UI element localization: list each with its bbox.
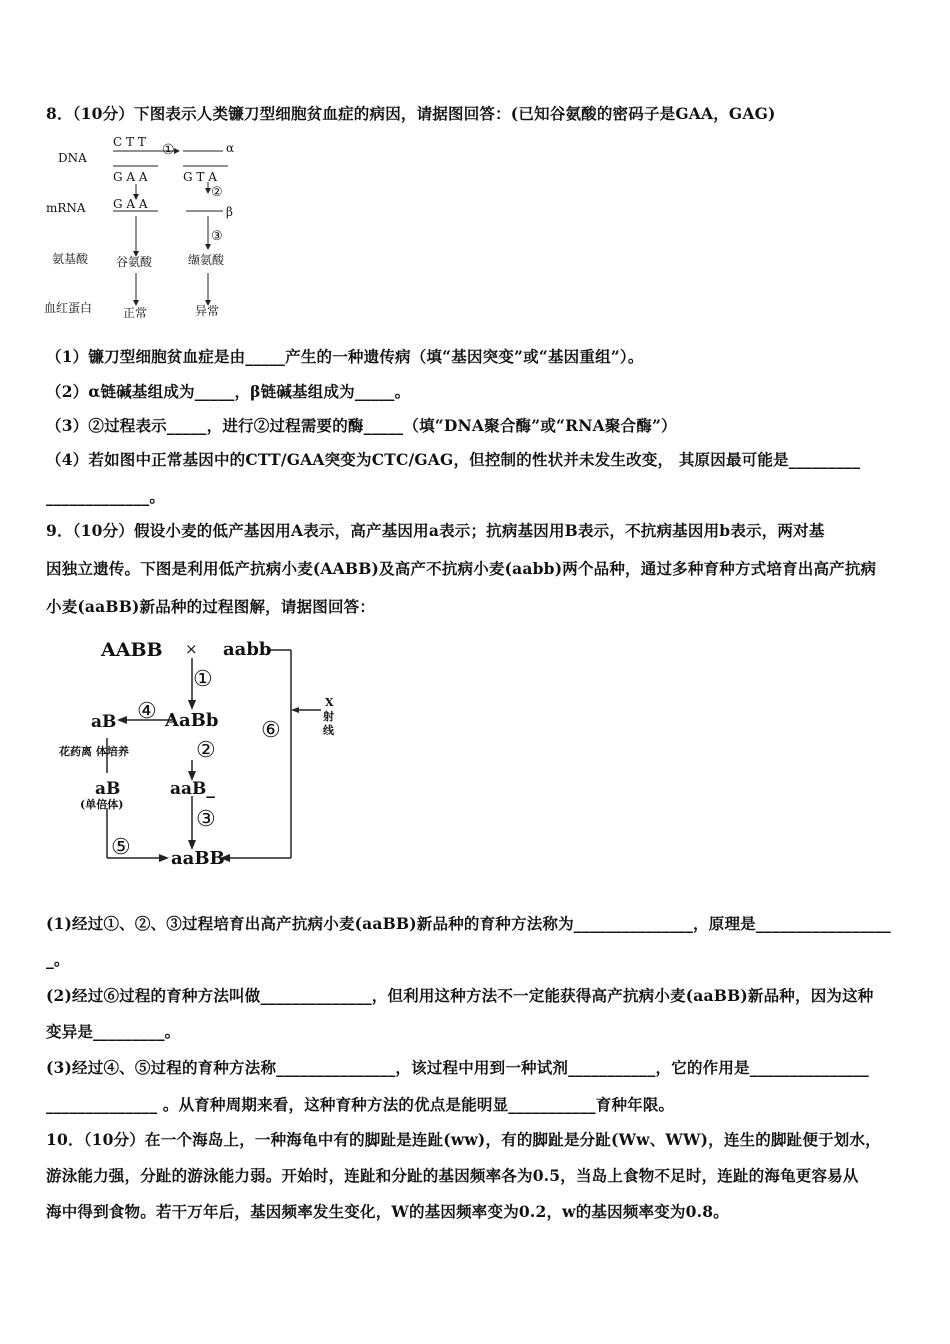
sickle-cell-diagram bbox=[40, 128, 260, 328]
dna-gaa: G A A bbox=[113, 170, 148, 184]
normal-label: 正常 bbox=[123, 306, 148, 320]
row-mrna-label: mRNA bbox=[46, 201, 86, 215]
breeding-diagram bbox=[55, 630, 355, 870]
q9-sub3-line1: (3)经过④、⑤过程的育种方法称_______________，该过程中用到一种试剂___________，它的作用是_______________ bbox=[46, 1058, 870, 1077]
step1-marker: ① bbox=[162, 142, 175, 158]
row-aa-label: 氨基酸 bbox=[52, 252, 89, 266]
parent-AABB: AABB bbox=[101, 639, 163, 661]
step2-marker: ② bbox=[211, 185, 223, 200]
target-aaBB: aaBB bbox=[171, 848, 225, 869]
f1-AaBb: AaBb bbox=[165, 710, 219, 731]
q8-sub4-line2: _____________。 bbox=[46, 487, 166, 506]
haploid-aB: aB bbox=[95, 779, 121, 799]
step-5-marker: ⑤ bbox=[111, 835, 131, 860]
q8-header: 8．（10分）下图表示人类镰刀型细胞贫血症的病因，请据图回答：(已知谷氨酸的密码子是GAA，GAG) bbox=[46, 104, 776, 123]
val-label: 缬氨酸 bbox=[188, 253, 225, 267]
step-4-marker: ④ bbox=[137, 699, 157, 724]
cross-sign: × bbox=[185, 640, 198, 658]
xray-label-xian: 线 bbox=[323, 724, 334, 737]
glu-label: 谷氨酸 bbox=[116, 255, 153, 269]
step-6-marker: ⑥ bbox=[261, 718, 281, 743]
q8-sub4-line1: （4）若如图中正常基因中的CTT/GAA突变为CTC/GAG，但控制的性状并未发生改变， 其原因最可能是_________ bbox=[46, 450, 861, 469]
alpha-label: α bbox=[226, 141, 235, 155]
q8-sub2: （2）α链碱基组成为_____，β链碱基组成为_____。 bbox=[46, 382, 411, 401]
dna-gta: G T A bbox=[183, 170, 217, 184]
q9-line3: 小麦(aaBB)新品种的过程图解，请据图回答： bbox=[46, 597, 376, 616]
step-3-marker: ③ bbox=[196, 807, 216, 832]
q9-sub1-line2: _。 bbox=[46, 950, 70, 969]
f2-aaB: aaB_ bbox=[170, 779, 215, 799]
q10-line2: 游泳能力强，分趾的游泳能力弱。开始时，连趾和分趾的基因频率各为0.5，当岛上食物不足时，连趾的海龟更容易从 bbox=[46, 1166, 859, 1185]
q9-line1: 9．（10分）假设小麦的低产基因用A表示，高产基因用a表示；抗病基因用B表示，不抗病基因用b表示，两对基 bbox=[46, 521, 825, 540]
abnormal-label: 异常 bbox=[195, 304, 220, 318]
gamete-aB: aB bbox=[91, 712, 117, 732]
xray-label-she: 射 bbox=[323, 710, 334, 723]
q8-sub1: （1）镰刀型细胞贫血症是由_____产生的一种遗传病（填“基因突变”或“基因重组”）。 bbox=[46, 347, 644, 366]
row-dna-label: DNA bbox=[58, 151, 87, 165]
q9-sub2-line2: 变异是_________。 bbox=[46, 1022, 181, 1041]
q9-line2: 因独立遗传。下图是利用低产抗病小麦(AABB)及高产不抗病小麦(aabb)两个品种，通过多种育种方式培育出高产抗病 bbox=[46, 559, 877, 578]
row-hb-label: 血红蛋白 bbox=[44, 301, 93, 315]
q10-line3: 海中得到食物。若干万年后，基因频率发生变化，W的基因频率变为0.2，w的基因频率变为0.8。 bbox=[46, 1202, 729, 1221]
anther-culture-label: 花药离 体培养 bbox=[59, 745, 129, 758]
q9-sub2-line1: (2)经过⑥过程的育种方法叫做______________，但利用这种方法不一定能获得高产抗病小麦(aaBB)新品种，因为这种 bbox=[46, 986, 874, 1005]
parent-aabb: aabb bbox=[223, 639, 272, 660]
q8-sub3: （3）②过程表示_____，进行②过程需要的酶_____（填“DNA聚合酶”或“RNA聚合酶”） bbox=[46, 416, 677, 435]
q9-sub1-line1: (1)经过①、②、③过程培育出高产抗病小麦(aaBB)新品种的育种方法称为_______________，原理是_________________ bbox=[46, 914, 892, 933]
haploid-note: (单倍体) bbox=[80, 798, 124, 811]
step3-marker: ③ bbox=[211, 229, 223, 244]
step-1-marker: ① bbox=[193, 667, 213, 692]
beta-label: β bbox=[226, 205, 233, 219]
dna-ctt: C T T bbox=[113, 135, 146, 149]
mrna-gaa: G A A bbox=[113, 197, 148, 211]
xray-label-x: X bbox=[325, 696, 334, 709]
q10-line1: 10．（10分）在一个海岛上，一种海龟中有的脚趾是连趾(ww)，有的脚趾是分趾(Ww、WW)，连生的脚趾便于划水， bbox=[46, 1130, 881, 1149]
step-2-marker: ② bbox=[196, 738, 216, 763]
q9-sub3-line2: ______________ 。从育种周期来看，这种育种方法的优点是能明显___________育种年限。 bbox=[46, 1095, 675, 1114]
